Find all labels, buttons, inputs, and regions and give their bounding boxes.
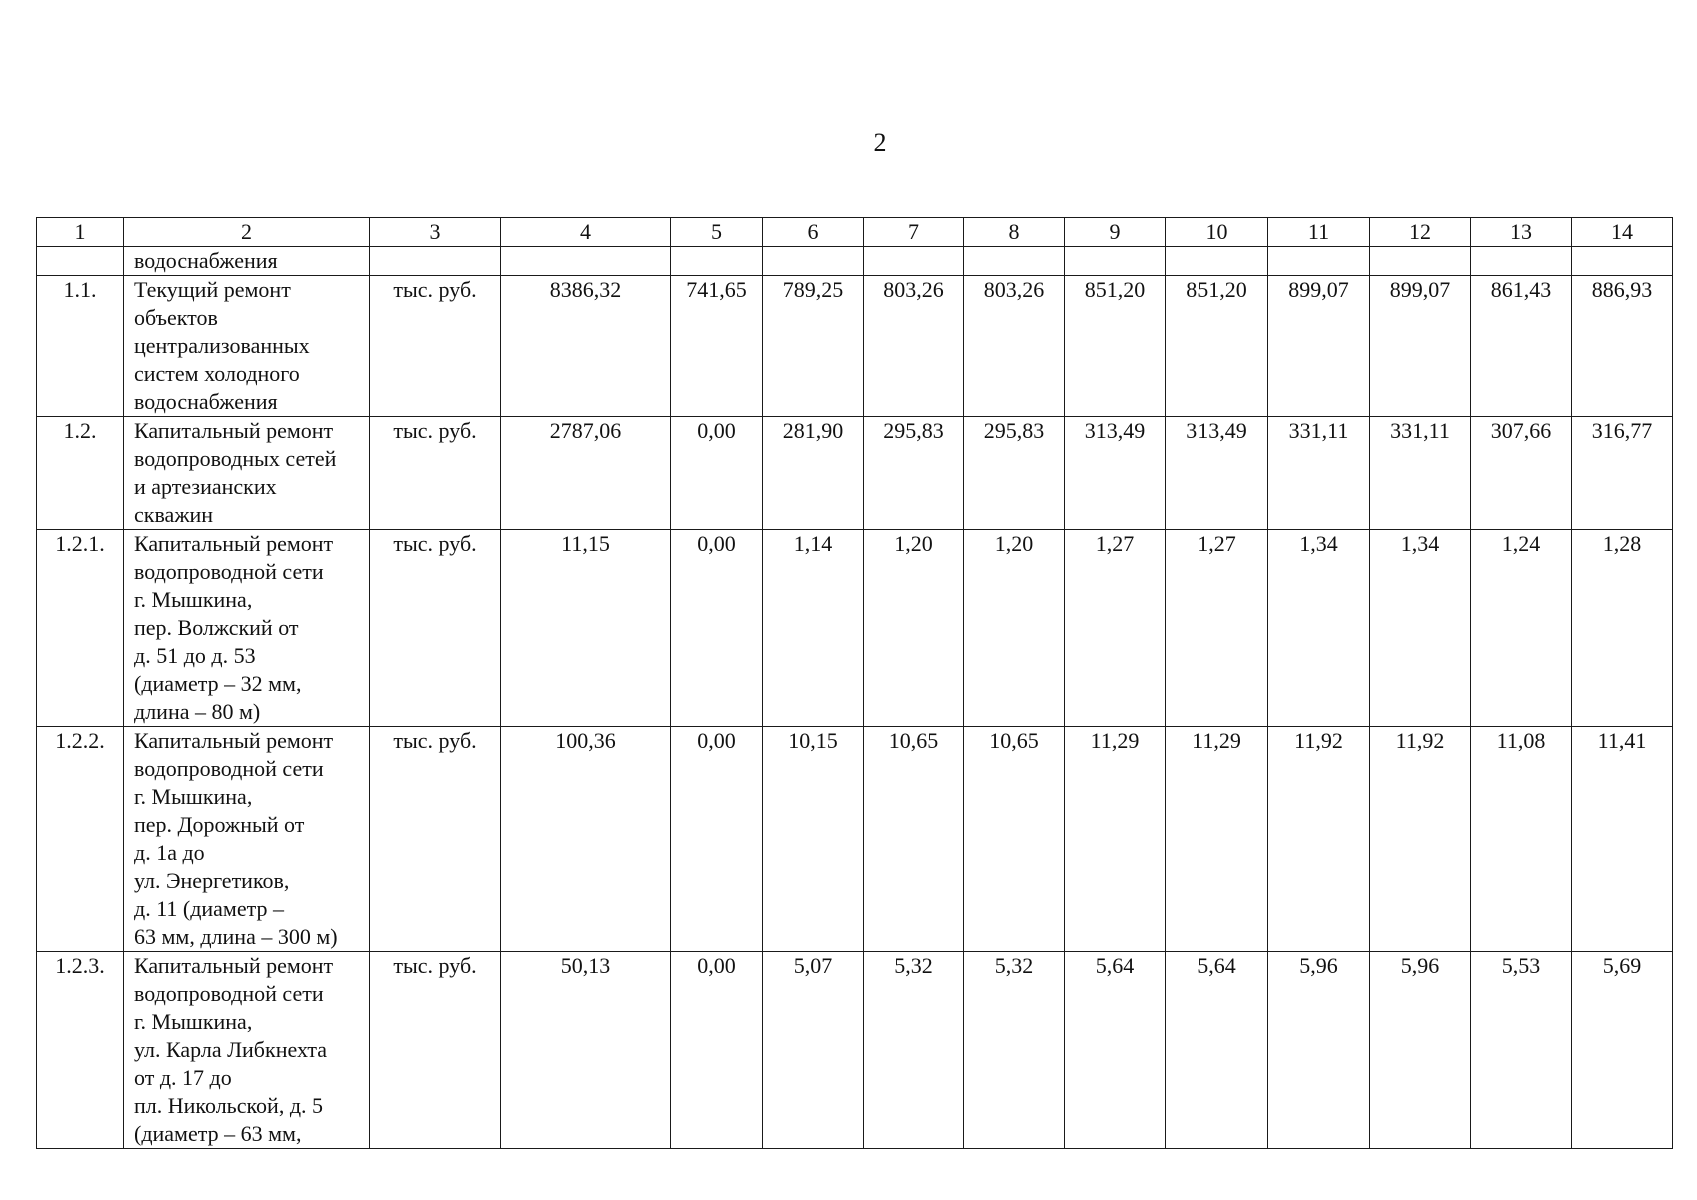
- description-line: водопроводной сети: [134, 756, 324, 781]
- table-row: [37, 417, 1673, 530]
- value-cell-col-11: 5,96: [1268, 952, 1370, 1149]
- value-cell-col-11: 899,07: [1268, 276, 1370, 417]
- column-number-14: 14: [1572, 218, 1673, 247]
- value-cell-col-10: 5,64: [1166, 952, 1268, 1149]
- value-cell-col-6: 1,14: [763, 530, 864, 727]
- row-unit: тыс. руб.: [370, 530, 501, 727]
- column-number-13: 13: [1471, 218, 1572, 247]
- row-unit: тыс. руб.: [370, 727, 501, 952]
- value-cell-col-6: 10,15: [763, 727, 864, 952]
- value-cell-col-6: 789,25: [763, 276, 864, 417]
- description-line: г. Мышкина,: [134, 1009, 253, 1034]
- value-cell-col-9: 1,27: [1065, 530, 1166, 727]
- description-line: скважин: [134, 502, 214, 527]
- row-number: 1.2.2.: [37, 727, 124, 952]
- table-row: [37, 530, 1673, 727]
- value-cell-col-12: 11,92: [1370, 727, 1471, 952]
- value-cell-col-14: 316,77: [1572, 417, 1673, 530]
- continuation-text: водоснабжения: [124, 247, 370, 276]
- column-number-4: 4: [501, 218, 671, 247]
- value-cell-col-11: 11,92: [1268, 727, 1370, 952]
- value-cell-col-10: 1,27: [1166, 530, 1268, 727]
- value-cell-col-13: 11,08: [1471, 727, 1572, 952]
- description-line: пер. Дорожный от: [134, 812, 305, 837]
- value-cell-col-8: 10,65: [964, 727, 1065, 952]
- description-line: д. 11 (диаметр –: [134, 896, 285, 921]
- table-row: [37, 952, 1673, 1149]
- value-cell-col-9: 313,49: [1065, 417, 1166, 530]
- description-line: (диаметр – 63 мм,: [134, 1121, 302, 1146]
- description-line: водопроводной сети: [134, 981, 324, 1006]
- value-cell-col-10: 851,20: [1166, 276, 1268, 417]
- description-line: г. Мышкина,: [134, 784, 253, 809]
- value-cell-col-4: 100,36: [501, 727, 671, 952]
- column-number-12: 12: [1370, 218, 1471, 247]
- description-line: водоснабжения: [134, 389, 278, 414]
- value-cell-col-9: 5,64: [1065, 952, 1166, 1149]
- description-line: водопроводной сети: [134, 559, 324, 584]
- row-number: 1.2.3.: [37, 952, 124, 1149]
- description-line: систем холодного: [134, 361, 300, 386]
- row-description: [124, 276, 370, 417]
- table-row: [37, 727, 1673, 952]
- value-cell-col-5: 0,00: [671, 530, 763, 727]
- value-cell-col-4: 8386,32: [501, 276, 671, 417]
- row-description: [124, 530, 370, 727]
- column-number-6: 6: [763, 218, 864, 247]
- description-line: и артезианских: [134, 474, 277, 499]
- value-cell-col-8: 803,26: [964, 276, 1065, 417]
- column-number-1: 1: [37, 218, 124, 247]
- value-cell-col-12: 1,34: [1370, 530, 1471, 727]
- description-line: ул. Карла Либкнехта: [134, 1037, 328, 1062]
- description-line: 63 мм, длина – 300 м): [134, 924, 338, 949]
- row-number: 1.1.: [37, 276, 124, 417]
- description-line: д. 1а до: [134, 840, 205, 865]
- value-cell-col-5: 741,65: [671, 276, 763, 417]
- column-number-8: 8: [964, 218, 1065, 247]
- value-cell-col-11: 1,34: [1268, 530, 1370, 727]
- column-number-2: 2: [124, 218, 370, 247]
- row-description: [124, 417, 370, 530]
- description-line: пер. Волжский от: [134, 615, 299, 640]
- row-description: [124, 952, 370, 1149]
- continuation-num-cell: [37, 247, 124, 276]
- value-cell-col-6: 5,07: [763, 952, 864, 1149]
- value-cell-col-14: 886,93: [1572, 276, 1673, 417]
- column-number-7: 7: [864, 218, 964, 247]
- table-body: [37, 247, 1673, 1149]
- description-line: Капитальный ремонт: [134, 953, 334, 978]
- row-number: 1.2.: [37, 417, 124, 530]
- value-cell-col-7: 1,20: [864, 530, 964, 727]
- column-number-9: 9: [1065, 218, 1166, 247]
- value-cell-col-4: 50,13: [501, 952, 671, 1149]
- row-number: 1.2.1.: [37, 530, 124, 727]
- value-cell-col-4: 2787,06: [501, 417, 671, 530]
- description-line: Текущий ремонт: [134, 277, 291, 302]
- description-line: от д. 17 до: [134, 1065, 232, 1090]
- value-cell-col-6: 281,90: [763, 417, 864, 530]
- description-line: водопроводных сетей: [134, 446, 337, 471]
- description-line: г. Мышкина,: [134, 587, 253, 612]
- row-unit: тыс. руб.: [370, 952, 501, 1149]
- value-cell-col-7: 803,26: [864, 276, 964, 417]
- value-cell-col-4: 11,15: [501, 530, 671, 727]
- value-cell-col-13: 5,53: [1471, 952, 1572, 1149]
- column-number-row: [37, 218, 1673, 247]
- value-cell-col-8: 5,32: [964, 952, 1065, 1149]
- value-cell-col-11: 331,11: [1268, 417, 1370, 530]
- value-cell-col-5: 0,00: [671, 417, 763, 530]
- value-cell-col-9: 11,29: [1065, 727, 1166, 952]
- row-description: [124, 727, 370, 952]
- row-unit: тыс. руб.: [370, 276, 501, 417]
- column-number-11: 11: [1268, 218, 1370, 247]
- value-cell-col-10: 11,29: [1166, 727, 1268, 952]
- data-table: [36, 217, 1673, 1149]
- table-row: [37, 276, 1673, 417]
- value-cell-col-14: 1,28: [1572, 530, 1673, 727]
- value-cell-col-12: 331,11: [1370, 417, 1471, 530]
- continuation-row: [37, 247, 1673, 276]
- description-line: ул. Энергетиков,: [134, 868, 290, 893]
- description-line: объектов: [134, 305, 218, 330]
- value-cell-col-12: 5,96: [1370, 952, 1471, 1149]
- value-cell-col-8: 295,83: [964, 417, 1065, 530]
- description-line: пл. Никольской, д. 5: [134, 1093, 324, 1118]
- column-number-10: 10: [1166, 218, 1268, 247]
- description-line: централизованных: [134, 333, 310, 358]
- page-number: 2: [873, 128, 887, 157]
- column-number-header: [37, 218, 1673, 247]
- value-cell-col-7: 295,83: [864, 417, 964, 530]
- column-number-5: 5: [671, 218, 763, 247]
- value-cell-col-13: 307,66: [1471, 417, 1572, 530]
- description-line: Капитальный ремонт: [134, 531, 334, 556]
- value-cell-col-12: 899,07: [1370, 276, 1471, 417]
- value-cell-col-5: 0,00: [671, 727, 763, 952]
- row-unit: тыс. руб.: [370, 417, 501, 530]
- value-cell-col-13: 861,43: [1471, 276, 1572, 417]
- column-number-3: 3: [370, 218, 501, 247]
- description-line: длина – 80 м): [134, 699, 261, 724]
- description-line: (диаметр – 32 мм,: [134, 671, 302, 696]
- value-cell-col-8: 1,20: [964, 530, 1065, 727]
- value-cell-col-9: 851,20: [1065, 276, 1166, 417]
- value-cell-col-7: 5,32: [864, 952, 964, 1149]
- description-line: Капитальный ремонт: [134, 418, 334, 443]
- value-cell-col-13: 1,24: [1471, 530, 1572, 727]
- value-cell-col-10: 313,49: [1166, 417, 1268, 530]
- value-cell-col-7: 10,65: [864, 727, 964, 952]
- value-cell-col-14: 5,69: [1572, 952, 1673, 1149]
- value-cell-col-5: 0,00: [671, 952, 763, 1149]
- description-line: д. 51 до д. 53: [134, 643, 256, 668]
- value-cell-col-14: 11,41: [1572, 727, 1673, 952]
- description-line: Капитальный ремонт: [134, 728, 334, 753]
